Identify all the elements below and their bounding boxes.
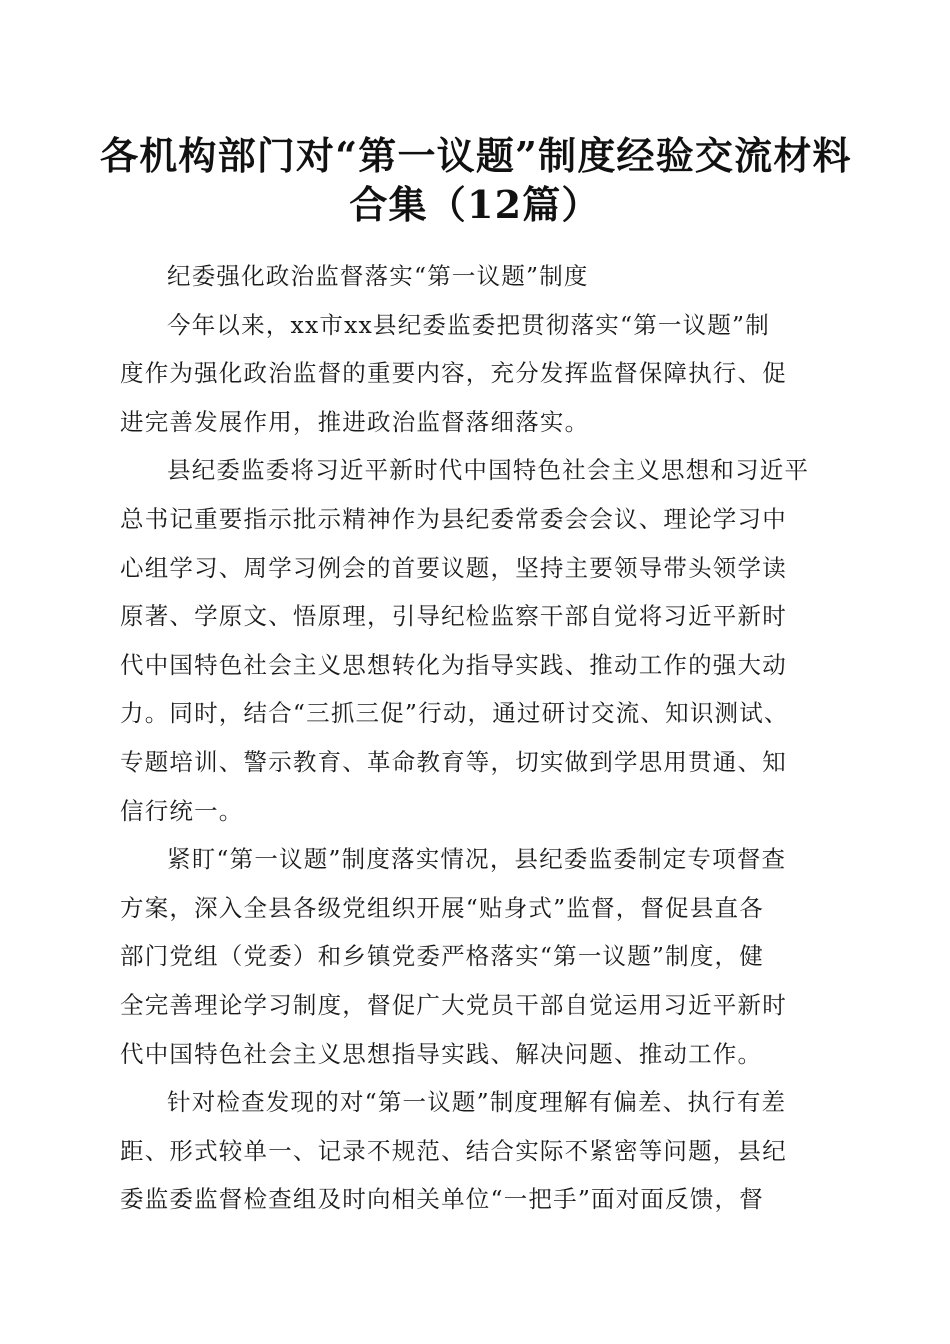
body-line: 度作为强化政治监督的重要内容，充分发挥监督保障执行、促 <box>120 359 787 388</box>
body-line: 进完善发展作用，推进政治监督落细落实。 <box>120 407 590 436</box>
body-line: 代中国特色社会主义思想指导实践、解决问题、推动工作。 <box>120 1039 763 1068</box>
document-title <box>100 132 850 229</box>
title-line-2: 合集（12篇） <box>349 181 601 227</box>
title-line-1: 各机构部门对“第一议题”制度经验交流材料 <box>100 133 852 178</box>
body-line: 总书记重要指示批示精神作为县纪委常委会会议、理论学习中 <box>120 504 787 533</box>
body-line: 原著、学原文、悟原理，引导纪检监察干部自觉将习近平新时 <box>120 602 787 631</box>
body-line: 今年以来，xx市xx县纪委监委把贯彻落实“第一议题”制 <box>167 310 770 339</box>
body-line: 纪委强化政治监督落实“第一议题”制度 <box>167 262 589 290</box>
body-line: 委监委监督检查组及时向相关单位“一把手”面对面反馈，督 <box>120 1185 764 1214</box>
body-line: 距、形式较单一、记录不规范、结合实际不紧密等问题，县纪 <box>120 1136 787 1165</box>
body-line: 心组学习、周学习例会的首要议题，坚持主要领导带头领学读 <box>120 553 787 582</box>
body-line: 方案，深入全县各级党组织开展“贴身式”监督，督促县直各 <box>120 893 764 922</box>
body-line: 代中国特色社会主义思想转化为指导实践、推动工作的强大动 <box>120 650 787 679</box>
document-body <box>120 252 835 1224</box>
body-line: 县纪委监委将习近平新时代中国特色社会主义思想和习近平 <box>167 456 810 485</box>
body-line: 专题培训、警示教育、革命教育等，切实做到学思用贯通、知 <box>120 747 787 776</box>
body-line: 力。同时，结合“三抓三促”行动，通过研讨交流、知识测试、 <box>120 699 789 728</box>
body-line: 信行统一。 <box>120 796 244 825</box>
body-line: 针对检查发现的对“第一议题”制度理解有偏差、执行有差 <box>167 1088 787 1117</box>
body-line: 紧盯“第一议题”制度落实情况，县纪委监委制定专项督查 <box>167 845 787 874</box>
body-line: 部门党组（党委）和乡镇党委严格落实“第一议题”制度，健 <box>120 942 764 971</box>
body-line: 全完善理论学习制度，督促广大党员干部自觉运用习近平新时 <box>120 990 787 1019</box>
